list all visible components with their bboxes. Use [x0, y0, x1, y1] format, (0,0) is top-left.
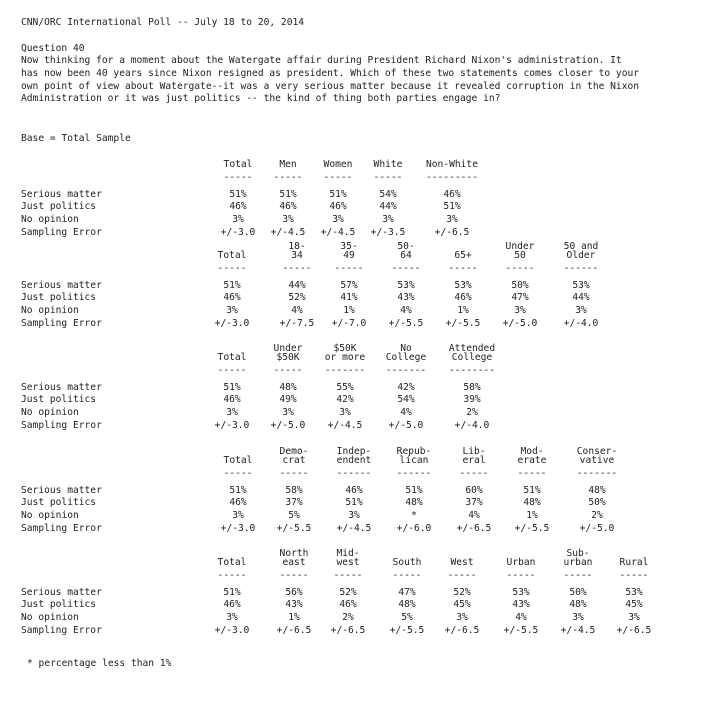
table-cell: 49%	[279, 394, 297, 406]
column-header: Older	[566, 250, 596, 261]
table-cell: +/-6.5	[616, 625, 652, 636]
column-header: Total	[217, 250, 247, 261]
row-label: Sampling Error	[21, 318, 102, 329]
poll-title: CNN/ORC International Poll -- July 18 to 20, 2014	[21, 17, 305, 28]
table-cell: 4%	[400, 407, 412, 419]
table-cell: +/-3.5	[370, 227, 406, 238]
table-cell: 58%	[285, 484, 303, 496]
table-cell: 48%	[569, 599, 587, 611]
header-underline: ------	[396, 467, 432, 479]
column-header: White	[373, 159, 403, 170]
row-label: Sampling Error	[21, 523, 102, 534]
column-header: Rural	[619, 557, 649, 568]
table-cell: 51%	[223, 279, 241, 291]
row-label: No opinion	[21, 214, 79, 226]
table-cell: 46%	[329, 201, 347, 213]
table-cell: +/-5.5	[388, 318, 424, 329]
table-cell: 48%	[405, 497, 423, 509]
table-cell: 43%	[397, 292, 415, 304]
header-underline: -----	[506, 569, 536, 581]
table-cell: +/-4.5	[336, 523, 372, 534]
header-underline: -----	[392, 569, 422, 581]
table-cell: 46%	[223, 394, 241, 406]
column-header: Total	[217, 557, 247, 568]
table-cell: 3%	[226, 612, 238, 624]
table-cell: 1%	[526, 510, 538, 522]
table-cell: 55%	[336, 381, 354, 393]
table-cell: +/-5.5	[445, 318, 481, 329]
table-cell: 50%	[511, 279, 529, 291]
table-cell: 4%	[515, 612, 527, 624]
question-text: Now thinking for a moment about the Watergate affair during President Richard Nixon's administration. It has now been 40 years since Nixon resigned as president. Which of these two statements comes closer to your own point of view about Watergate--it was a very serious matter because it revealed corruption in the Nixon Administration or it was just politics -- the kind of thing both parties engage in?	[21, 55, 640, 105]
table-cell: +/-5.0	[270, 420, 306, 431]
table-cell: +/-4.5	[270, 227, 306, 238]
table-cell: 4%	[400, 305, 412, 317]
row-label: Serious matter	[21, 381, 102, 393]
row-label: Serious matter	[21, 188, 102, 200]
column-header-line1: Sub-	[566, 548, 590, 560]
row-label: Just politics	[21, 599, 97, 611]
column-header-line1: Conser-	[576, 446, 618, 458]
header-underline: ---------	[426, 171, 478, 183]
table-cell: 3%	[514, 305, 526, 317]
table-cell: +/-4.0	[563, 318, 599, 329]
table-cell: 42%	[397, 381, 415, 393]
table-cell: 3%	[332, 214, 344, 226]
header-underline: -----	[459, 467, 489, 479]
table-cell: +/-5.0	[388, 420, 424, 431]
table-cell: +/-4.0	[454, 420, 490, 431]
header-underline: -----	[217, 364, 247, 376]
header-underline: -----	[373, 171, 403, 183]
table-cell: 1%	[343, 305, 355, 317]
table-cell: 2%	[591, 510, 603, 522]
table-cell: 48%	[523, 497, 541, 509]
table-cell: 51%	[279, 188, 297, 200]
table-cell: 46%	[345, 484, 363, 496]
table-cell: +/-4.5	[327, 420, 363, 431]
table-cell: 2%	[466, 407, 478, 419]
table-cell: 52%	[339, 586, 357, 598]
table-cell: 46%	[454, 292, 472, 304]
header-underline: ------	[336, 467, 372, 479]
table-cell: 43%	[285, 599, 303, 611]
table-cell: 2%	[342, 612, 354, 624]
header-underline: -----	[333, 569, 363, 581]
column-header: College	[385, 352, 427, 363]
table-cell: +/-6.5	[276, 625, 312, 636]
table-cell: +/-3.0	[214, 420, 250, 431]
table-cell: 51%	[229, 188, 247, 200]
row-label: Just politics	[21, 394, 97, 406]
header-underline: -----	[223, 467, 253, 479]
table-cell: 45%	[625, 599, 643, 611]
column-header-line1: Mid-	[336, 548, 360, 560]
table-cell: 3%	[628, 612, 640, 624]
table-cell: 48%	[398, 599, 416, 611]
table-cell: 54%	[397, 394, 415, 406]
table-cell: 53%	[572, 279, 590, 291]
table-cell: 52%	[453, 586, 471, 598]
table-cell: 4%	[468, 510, 480, 522]
column-header-line1: Repub-	[396, 446, 432, 458]
table-cell: 57%	[340, 279, 358, 291]
table-cell: 3%	[575, 305, 587, 317]
table-cell: 53%	[397, 279, 415, 291]
table-cell: 3%	[226, 407, 238, 419]
question-number: Question 40	[21, 43, 85, 54]
table-cell: 45%	[453, 599, 471, 611]
table-cell: 48%	[588, 484, 606, 496]
table-cell: 1%	[288, 612, 300, 624]
header-underline: -----	[223, 171, 253, 183]
header-underline: ------	[563, 262, 599, 274]
table-cell: +/-5.5	[389, 625, 425, 636]
row-label: Just politics	[21, 292, 97, 304]
column-header-line1: 50 and	[563, 241, 599, 253]
column-header: eral	[462, 455, 486, 466]
column-header: Men	[279, 159, 297, 170]
table-cell: +/-5.5	[503, 625, 539, 636]
table-cell: 46%	[443, 188, 461, 200]
table-cell: 51%	[223, 586, 241, 598]
column-header-line1: Mod-	[520, 446, 544, 458]
header-underline: -----	[279, 467, 309, 479]
column-header: crat	[282, 455, 306, 466]
table-cell: 51%	[329, 188, 347, 200]
table-cell: 46%	[223, 292, 241, 304]
table-cell: 51%	[523, 484, 541, 496]
column-header: endent	[336, 455, 372, 466]
column-header-line1: Under	[273, 343, 303, 355]
header-underline: -----	[217, 569, 247, 581]
row-label: Sampling Error	[21, 625, 102, 636]
table-cell: 3%	[282, 407, 294, 419]
header-underline: -----	[323, 171, 353, 183]
table-cell: +/-3.0	[220, 227, 256, 238]
base-note: Base = Total Sample	[21, 133, 131, 144]
column-header-line1: No	[400, 343, 412, 355]
table-cell: 3%	[232, 510, 244, 522]
column-header-line1: Attended	[448, 343, 496, 355]
table-cell: +/-3.0	[214, 625, 250, 636]
column-header: erate	[517, 455, 547, 466]
header-underline: -----	[619, 569, 649, 581]
row-label: Just politics	[21, 497, 97, 509]
column-header: Women	[323, 159, 353, 170]
table-cell: 56%	[285, 586, 303, 598]
table-cell: +/-6.0	[396, 523, 432, 534]
header-underline: -----	[273, 364, 303, 376]
table-cell: +/-7.0	[331, 318, 367, 329]
table-cell: 46%	[229, 201, 247, 213]
table-cell: 39%	[463, 394, 481, 406]
table-cell: 46%	[339, 599, 357, 611]
column-header: Non-White	[426, 159, 478, 170]
table-cell: +/-5.5	[514, 523, 550, 534]
column-header: West	[450, 557, 474, 568]
header-underline: -----	[282, 262, 312, 274]
table-cell: 53%	[625, 586, 643, 598]
table-cell: 44%	[379, 201, 397, 213]
table-cell: 3%	[348, 510, 360, 522]
column-header: west	[336, 557, 360, 568]
header-underline: -----	[517, 467, 547, 479]
table-cell: 51%	[345, 497, 363, 509]
table-cell: +/-5.5	[276, 523, 312, 534]
table-cell: 41%	[340, 292, 358, 304]
table-cell: 5%	[401, 612, 413, 624]
table-cell: 52%	[288, 292, 306, 304]
column-header-line1: Under	[505, 241, 535, 253]
table-cell: 42%	[336, 394, 354, 406]
table-cell: 3%	[226, 305, 238, 317]
table-cell: 3%	[446, 214, 458, 226]
table-cell: +/-3.0	[214, 318, 250, 329]
table-cell: 3%	[456, 612, 468, 624]
table-cell: 3%	[339, 407, 351, 419]
row-label: Just politics	[21, 201, 97, 213]
header-underline: -------	[576, 467, 618, 479]
table-cell: 58%	[463, 381, 481, 393]
table-cell: 44%	[572, 292, 590, 304]
footnote: * percentage less than 1%	[27, 658, 172, 669]
table-cell: 43%	[512, 599, 530, 611]
header-underline: -----	[279, 569, 309, 581]
table-cell: 50%	[569, 586, 587, 598]
row-label: No opinion	[21, 305, 79, 317]
column-header: Urban	[506, 557, 536, 568]
column-header-line1: Indep-	[336, 446, 372, 458]
row-label: No opinion	[21, 407, 79, 419]
table-cell: +/-6.5	[434, 227, 470, 238]
table-cell: 54%	[379, 188, 397, 200]
header-underline: -----	[447, 569, 477, 581]
table-cell: 4%	[291, 305, 303, 317]
row-label: Sampling Error	[21, 420, 102, 431]
column-header: Total	[223, 159, 253, 170]
column-header: vative	[579, 455, 615, 466]
table-cell: 3%	[572, 612, 584, 624]
column-header: South	[392, 557, 422, 568]
column-header-line1: 18-	[288, 241, 306, 253]
header-underline: -----	[448, 262, 478, 274]
row-label: Sampling Error	[21, 227, 102, 238]
column-header: 49	[343, 250, 355, 261]
table-cell: 1%	[457, 305, 469, 317]
column-header: $50K	[276, 352, 300, 363]
table-cell: 51%	[229, 484, 247, 496]
column-header-line1: $50K	[333, 343, 357, 355]
table-cell: 46%	[223, 599, 241, 611]
column-header: 50	[514, 250, 526, 261]
table-cell: 3%	[282, 214, 294, 226]
column-header-line1: 50-	[397, 241, 415, 253]
table-cell: 47%	[511, 292, 529, 304]
table-cell: 53%	[454, 279, 472, 291]
table-cell: 53%	[512, 586, 530, 598]
column-header: lican	[399, 455, 429, 466]
header-underline: -------	[385, 364, 427, 376]
header-underline: -----	[505, 262, 535, 274]
table-cell: 51%	[223, 381, 241, 393]
table-cell: +/-6.5	[444, 625, 480, 636]
table-cell: +/-5.0	[579, 523, 615, 534]
column-header: east	[282, 557, 306, 568]
table-cell: 47%	[398, 586, 416, 598]
header-underline: -----	[391, 262, 421, 274]
table-cell: +/-7.5	[279, 318, 315, 329]
table-cell: 37%	[285, 497, 303, 509]
row-label: No opinion	[21, 510, 79, 522]
row-label: Serious matter	[21, 586, 102, 598]
table-cell: 50%	[588, 497, 606, 509]
header-underline: -------	[324, 364, 366, 376]
row-label: No opinion	[21, 612, 79, 624]
table-cell: +/-3.0	[220, 523, 256, 534]
column-header: 65+	[454, 250, 472, 261]
header-underline: -----	[273, 171, 303, 183]
table-cell: 51%	[405, 484, 423, 496]
table-cell: 3%	[382, 214, 394, 226]
column-header: 64	[400, 250, 412, 261]
column-header: Total	[223, 455, 253, 466]
table-cell: +/-5.0	[502, 318, 538, 329]
header-underline: -----	[563, 569, 593, 581]
row-label: Serious matter	[21, 279, 102, 291]
header-underline: -----	[217, 262, 247, 274]
table-cell: +/-6.5	[330, 625, 366, 636]
table-cell: 46%	[279, 201, 297, 213]
row-label: Serious matter	[21, 484, 102, 496]
table-cell: +/-4.5	[320, 227, 356, 238]
column-header-line1: Demo-	[279, 446, 309, 458]
table-cell: 60%	[465, 484, 483, 496]
header-underline: -----	[334, 262, 364, 274]
table-cell: 44%	[288, 279, 306, 291]
table-cell: +/-6.5	[456, 523, 492, 534]
column-header: College	[451, 352, 493, 363]
table-cell: 5%	[288, 510, 300, 522]
table-cell: 46%	[229, 497, 247, 509]
column-header: urban	[563, 557, 593, 568]
column-header: Total	[217, 352, 247, 363]
column-header-line1: North	[279, 548, 309, 560]
table-cell: *	[411, 510, 417, 522]
table-cell: +/-4.5	[560, 625, 596, 636]
column-header-line1: Lib-	[462, 446, 486, 458]
table-cell: 48%	[279, 381, 297, 393]
table-cell: 37%	[465, 497, 483, 509]
column-header: 34	[291, 250, 303, 261]
table-cell: 3%	[232, 214, 244, 226]
table-cell: 51%	[443, 201, 461, 213]
column-header-line1: 35-	[340, 241, 358, 253]
column-header: or more	[324, 352, 366, 363]
header-underline: --------	[448, 364, 496, 376]
